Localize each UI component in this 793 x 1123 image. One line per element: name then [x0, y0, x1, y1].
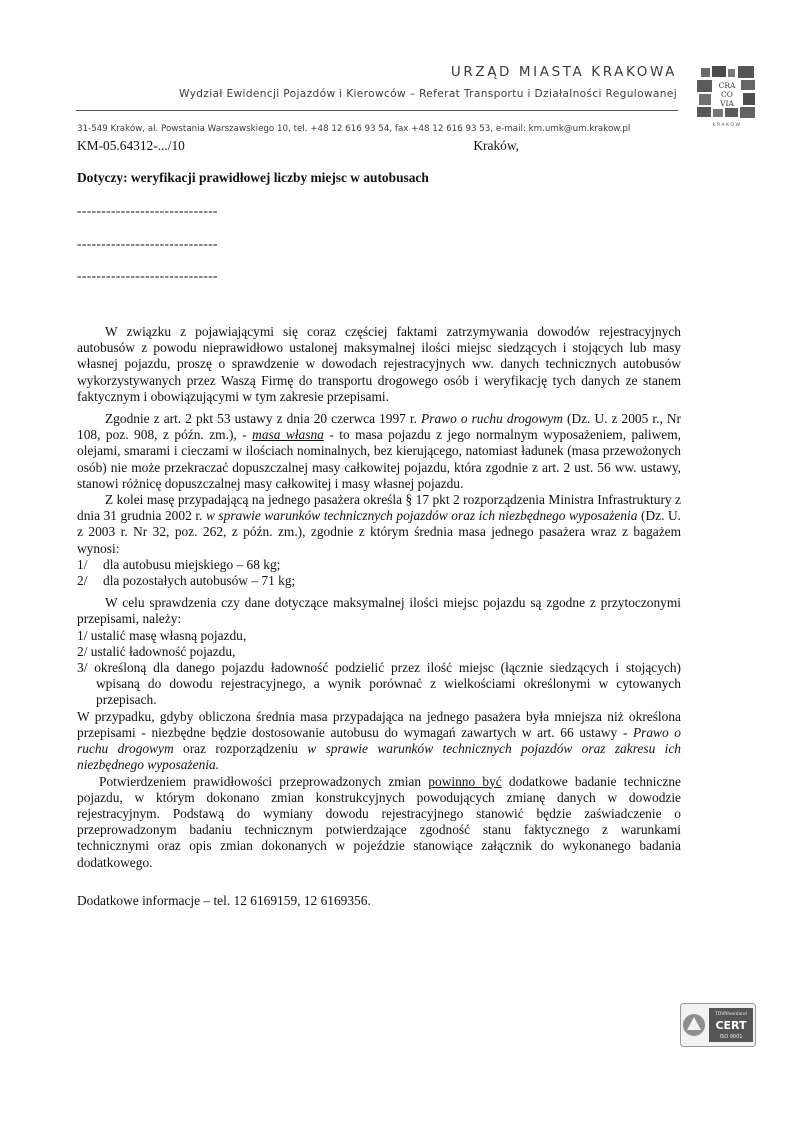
term-masa-wlasna: masa własna	[252, 427, 324, 443]
office-address: 31-549 Kraków, al. Powstania Warszawskiego 10, tel. +48 12 616 93 54, fax +48 12 616 93 53, e-mail: km.umk@um.krakow.pl	[77, 124, 631, 134]
svg-text:CRA: CRA	[718, 81, 736, 90]
cert-issuer: TÜVRheinland	[715, 1012, 747, 1017]
list-item: 1/ dla autobusu miejskiego – 68 kg;	[77, 556, 281, 572]
header-divider	[76, 110, 678, 111]
cert-standard: ISO 9001	[719, 1034, 743, 1040]
paragraph-adjustment: W przypadku, gdyby obliczona średnia masa przypadająca na jednego pasażera była mniejsza niż określona przepisami - niezbędne będzie dostosowanie autobusu do wymagań zawartych w art. 66 ustawy - Prawo o ruchu drogowym oraz rozporządzeniu w sprawie warunków technicznych pojazdów oraz zakresu ich niezbędnego wyposażenia.	[77, 708, 681, 773]
list-item: 3/ określoną dla danego pojazdu ładowność podzielić przez ilość miejsc (łącznie siedzących i stojących) wpisaną do dowodu rejestracyjnego, a wynik porównać z wielkościami określonymi w cytowanych przepisach.	[77, 660, 681, 708]
letter-place: Kraków,	[473, 138, 519, 153]
iso-certificate-badge	[680, 1003, 756, 1047]
contact-info: Dodatkowe informacje – tel. 12 6169159, 12 6169356.	[77, 892, 371, 908]
paragraph-passenger-mass: Z kolei masę przypadającą na jednego pasażera określa § 17 pkt 2 rozporządzenia Ministra Infrastruktury z dnia 31 grudnia 2002 r. w sprawie warunków technicznych pojazdów oraz ich niezbędnego wyposażenia (Dz. U. z 2003 r. Nr 32, poz. 262, z późn. zm.), zgodnie z którym średnia masa jednego pasażera wraz z bagażem wynosi:	[77, 492, 682, 556]
recipient-line-2: -----------------------------	[77, 235, 218, 251]
paragraph-legal-basis: Zgodnie z art. 2 pkt 53 ustawy z dnia 20 czerwca 1997 r. Prawo o ruchu drogowym (Dz. U. z 2005 r., Nr 108, poz. 908, z późn. zm.), - masa własna - to masa pojazdu z jego normalnym wyposażeniem, paliwem, olejami, smarami i cieczami w ilościach nominalnych, bez kierującego, natomiast ładunek (masa przewożonych osób) nie może przekraczać dopuszczalnej masy całkowitej pojazdu, która zgodnie z art. 2 ust. 56 ww. ustawy, stanowi różnicę dopuszczalnej masy całkowitej i masy własnej pojazdu.	[77, 411, 681, 491]
recipient-line-1: -----------------------------	[77, 203, 218, 219]
letter-body	[77, 138, 681, 909]
paragraph-check-instructions: W celu sprawdzenia czy dane dotyczące maksymalnej ilości miejsc pojazdu są zgodne z przytoczonymi przepisami, należy:	[77, 595, 681, 627]
department-name: Wydział Ewidencji Pojazdów i Kierowców – Referat Transportu i Działalności Regulowanej	[179, 88, 677, 100]
list-item: 2/ dla pozostałych autobusów – 71 kg;	[77, 573, 296, 589]
office-name: URZĄD MIASTA KRAKOWA	[450, 64, 677, 80]
list-item: 2/ ustalić ładowność pojazdu,	[77, 643, 236, 659]
reference-number: KM-05.64312-.../10	[77, 138, 185, 153]
city-logo-icon	[697, 66, 759, 128]
letter-subject: Dotyczy: weryfikacji prawidłowej liczby miejsc w autobusach	[77, 170, 429, 186]
svg-text:VIA: VIA	[720, 99, 734, 108]
cert-label: CERT	[715, 1019, 747, 1032]
paragraph-confirmation: Potwierdzeniem prawidłowości przeprowadzonych zmian powinno być dodatkowe badanie techniczne pojazdu, w którym dokonano zmian konstrukcyjnych powodujących zmianę danych w dowodzie rejestracyjnym. Podstawą do wymiany dowodu rejestracyjnego stanowić będzie zaświadczenie o przeprowadzonym badaniu technicznym potwierdzające zgodność stanu faktycznego z warunkami technicznymi oraz opis zmian dokonanych w pojeździe stanowiące załącznik do wykonanego badania dodatkowego.	[77, 773, 681, 870]
svg-text:KRAKÓW: KRAKÓW	[712, 123, 742, 128]
svg-text:CO: CO	[721, 90, 733, 99]
paragraph-intro: W związku z pojawiającymi się coraz częściej faktami zatrzymywania dowodów rejestracyjnych autobusów z powodu nieprawidłowo ustalonej maksymalnej ilości miejsc siedzących i stojących lub masy własnej pojazdu, proszę o sprawdzenie w dowodach rejestracyjnych ww. danych technicznych autobusów wykorzystywanych przez Waszą Firmę do transportu drogowego osób i weryfikację tych danych ze stanem faktycznym i obowiązującymi w tym zakresie przepisami.	[77, 324, 681, 404]
reference-row	[77, 138, 519, 154]
list-item: 1/ ustalić masę własną pojazdu,	[77, 627, 247, 643]
recipient-line-3: -----------------------------	[77, 267, 218, 283]
